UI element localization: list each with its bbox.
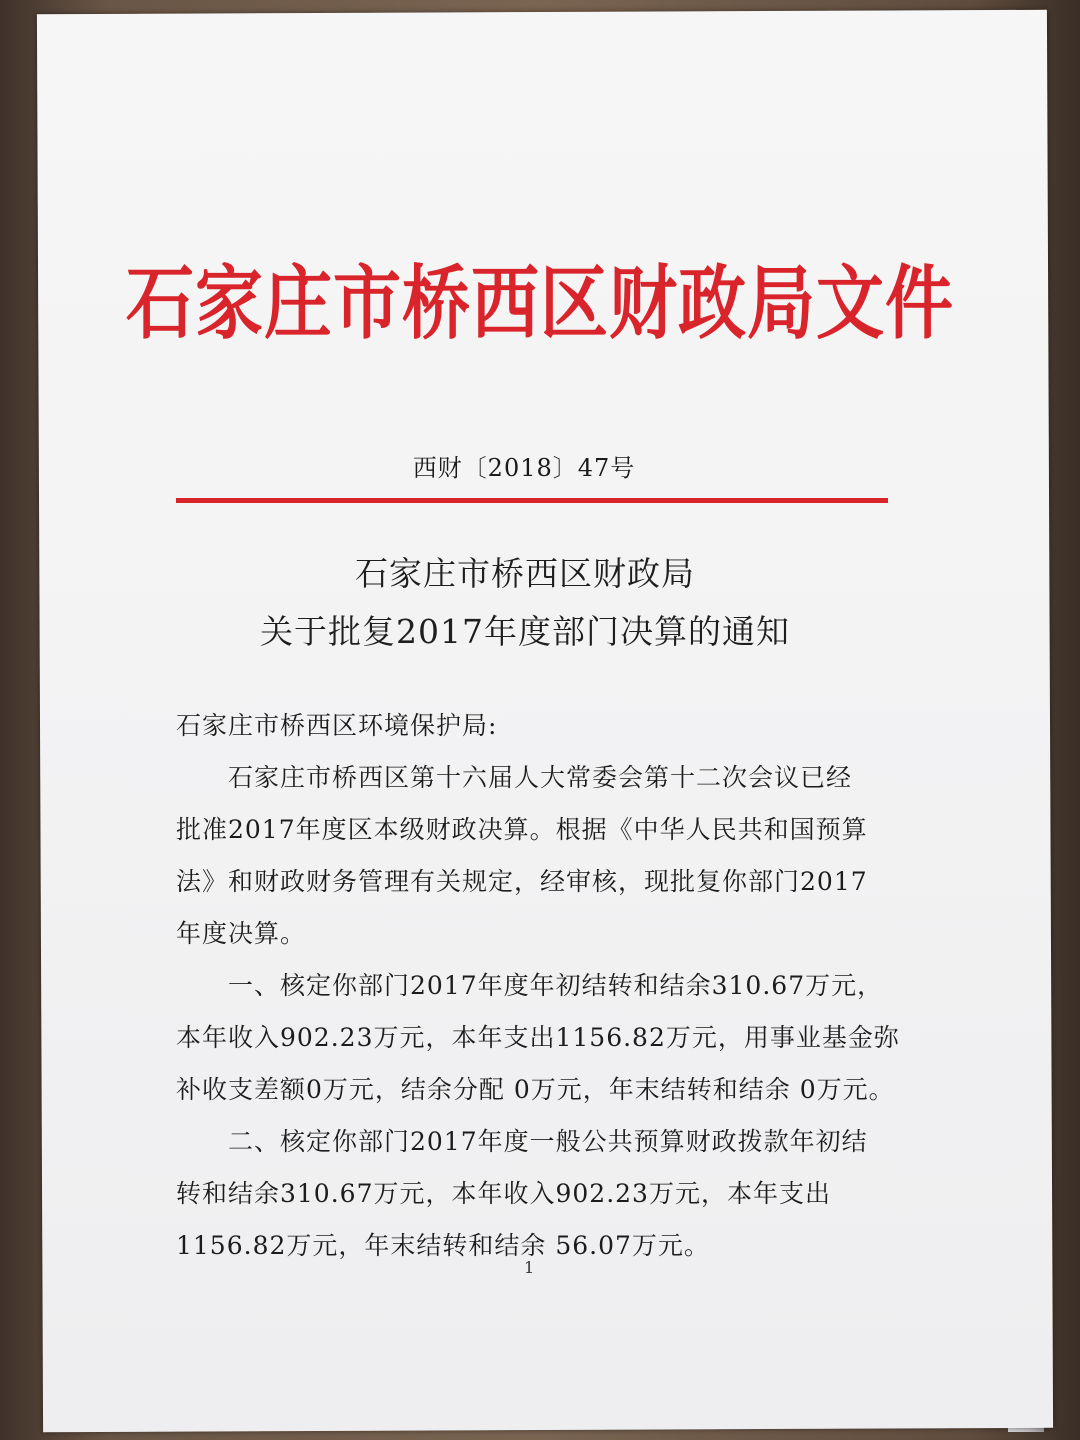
body-line-7: 补收支差额0万元，结余分配 0万元，年末结转和结余 0万元。 bbox=[176, 1075, 895, 1104]
page-number: 1 bbox=[524, 1258, 535, 1277]
body-line-6: 本年收入902.23万元，本年支出1156.82万元，用事业基金弥 bbox=[176, 1023, 900, 1052]
notice-title-line-1: 石家庄市桥西区财政局 bbox=[355, 554, 695, 593]
red-divider-line bbox=[176, 498, 888, 503]
body-line-4: 年度决算。 bbox=[176, 919, 307, 948]
letterhead-title: 石家庄市桥西区财政局文件 bbox=[125, 257, 954, 351]
body-line-2: 批准2017年度区本级财政决算。根据《中华人民共和国预算 bbox=[176, 815, 868, 844]
body-line-1: 石家庄市桥西区第十六届人大常委会第十二次会议已经 bbox=[228, 763, 853, 792]
body-line-8: 二、核定你部门2017年度一般公共预算财政拨款年初结 bbox=[228, 1127, 868, 1156]
notice-title-line-2: 关于批复2017年度部门决算的通知 bbox=[260, 612, 790, 651]
body-line-10: 1156.82万元，年末结转和结余 56.07万元。 bbox=[176, 1231, 710, 1260]
body-line-9: 转和结余310.67万元，本年收入902.23万元，本年支出 bbox=[176, 1179, 831, 1208]
body-line-3: 法》和财政财务管理有关规定，经审核，现批复你部门2017 bbox=[176, 867, 868, 896]
document-number: 西财〔2018〕47号 bbox=[412, 454, 636, 482]
salutation: 石家庄市桥西区环境保护局: bbox=[176, 711, 498, 740]
body-line-5: 一、核定你部门2017年度年初结转和结余310.67万元， bbox=[228, 971, 884, 1000]
